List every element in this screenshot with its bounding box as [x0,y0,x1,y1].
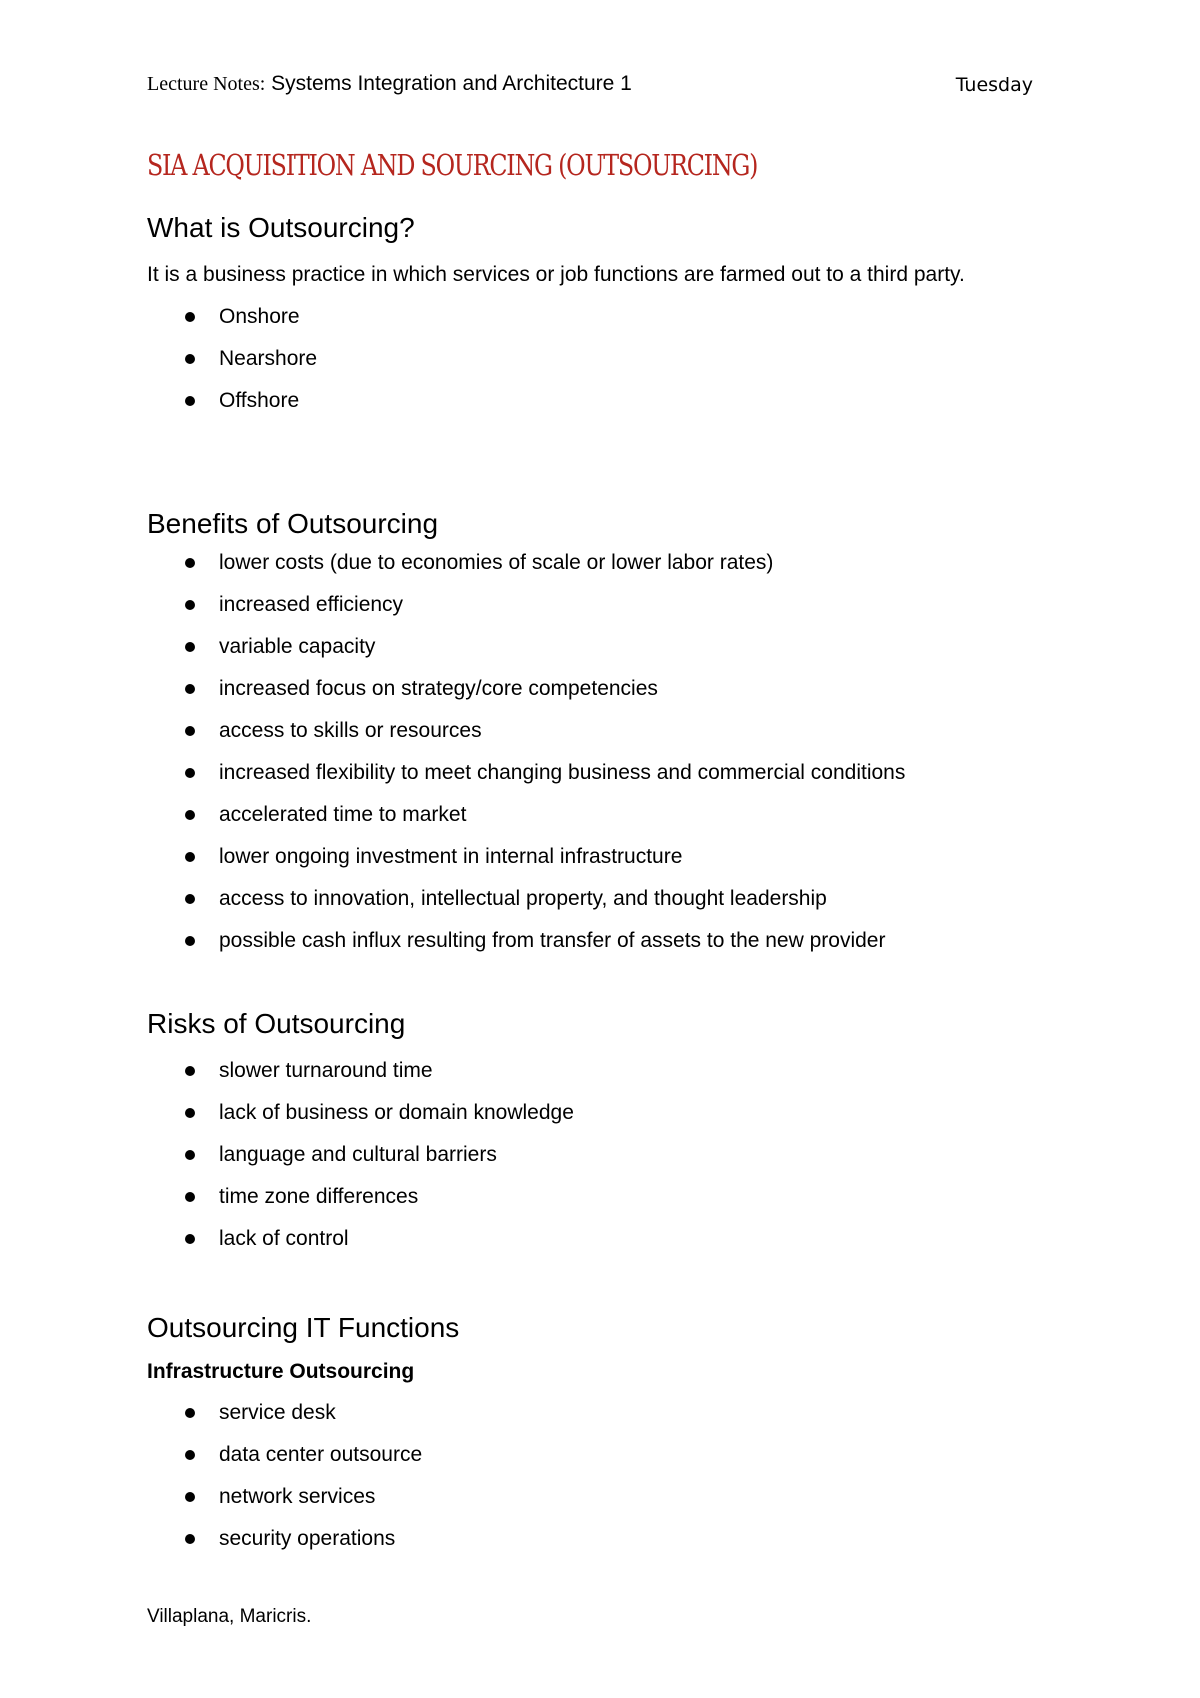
bullet-icon [185,852,195,862]
list-item: access to innovation, intellectual property, and thought leadership [147,878,1062,920]
footer-author: Villaplana, Maricris. [147,1606,312,1627]
bullet-icon [185,642,195,652]
header-course-name: Systems Integration and Architecture 1 [271,72,632,95]
section-heading: Outsourcing IT Functions [147,1312,460,1343]
bullet-icon [185,810,195,820]
list-item: increased flexibility to meet changing business and commercial conditions [147,752,1062,794]
list-item: lower costs (due to economies of scale or lower labor rates) [147,542,1062,584]
bullet-icon [185,1408,195,1418]
bullet-icon [185,726,195,736]
bullet-icon [185,936,195,946]
list-item: accelerated time to market [147,794,1062,836]
list-item: lack of business or domain knowledge [147,1092,1062,1134]
header-day: Tuesday [955,74,1033,96]
bullet-icon [185,396,195,406]
list-item: slower turnaround time [147,1050,1062,1092]
list-item: variable capacity [147,626,1062,668]
document-title: SIA ACQUISITION AND SOURCING (OUTSOURCING) [147,148,758,182]
section-what-is [147,210,1062,422]
list-item: increased efficiency [147,584,1062,626]
bullet-icon [185,1450,195,1460]
subsection-heading: Infrastructure Outsourcing [147,1360,415,1383]
bullet-icon [185,600,195,610]
list-item: increased focus on strategy/core competencies [147,668,1062,710]
definition-paragraph: It is a business practice in which services or job functions are farmed out to a third party. [147,263,965,286]
section-benefits [147,506,1062,962]
bullet-list [147,1392,1062,1560]
list-item: Offshore [147,380,1062,422]
list-item: lower ongoing investment in internal infrastructure [147,836,1062,878]
list-item: lack of control [147,1218,1062,1260]
bullet-icon [185,1066,195,1076]
bullet-icon [185,1108,195,1118]
bullet-icon [185,684,195,694]
list-item: service desk [147,1392,1062,1434]
bullet-icon [185,1492,195,1502]
page-header [147,72,1033,102]
list-item: Nearshore [147,338,1062,380]
bullet-icon [185,1234,195,1244]
bullet-icon [185,354,195,364]
bullet-list [147,296,1062,422]
section-heading: Benefits of Outsourcing [147,508,439,539]
list-item: language and cultural barriers [147,1134,1062,1176]
bullet-icon [185,1150,195,1160]
header-course [147,72,632,96]
section-risks [147,1006,1062,1260]
list-item: time zone differences [147,1176,1062,1218]
bullet-list [147,542,1062,962]
header-label: Lecture Notes: [147,73,266,95]
section-heading: What is Outsourcing? [147,212,415,243]
list-item: security operations [147,1518,1062,1560]
bullet-icon [185,558,195,568]
list-item: access to skills or resources [147,710,1062,752]
bullet-icon [185,312,195,322]
bullet-icon [185,1192,195,1202]
bullet-list [147,1050,1062,1260]
list-item: data center outsource [147,1434,1062,1476]
bullet-icon [185,894,195,904]
list-item: possible cash influx resulting from transfer of assets to the new provider [147,920,1062,962]
bullet-icon [185,1534,195,1544]
list-item: network services [147,1476,1062,1518]
section-it-functions [147,1310,1062,1560]
bullet-icon [185,768,195,778]
list-item: Onshore [147,296,1062,338]
section-heading: Risks of Outsourcing [147,1008,406,1039]
